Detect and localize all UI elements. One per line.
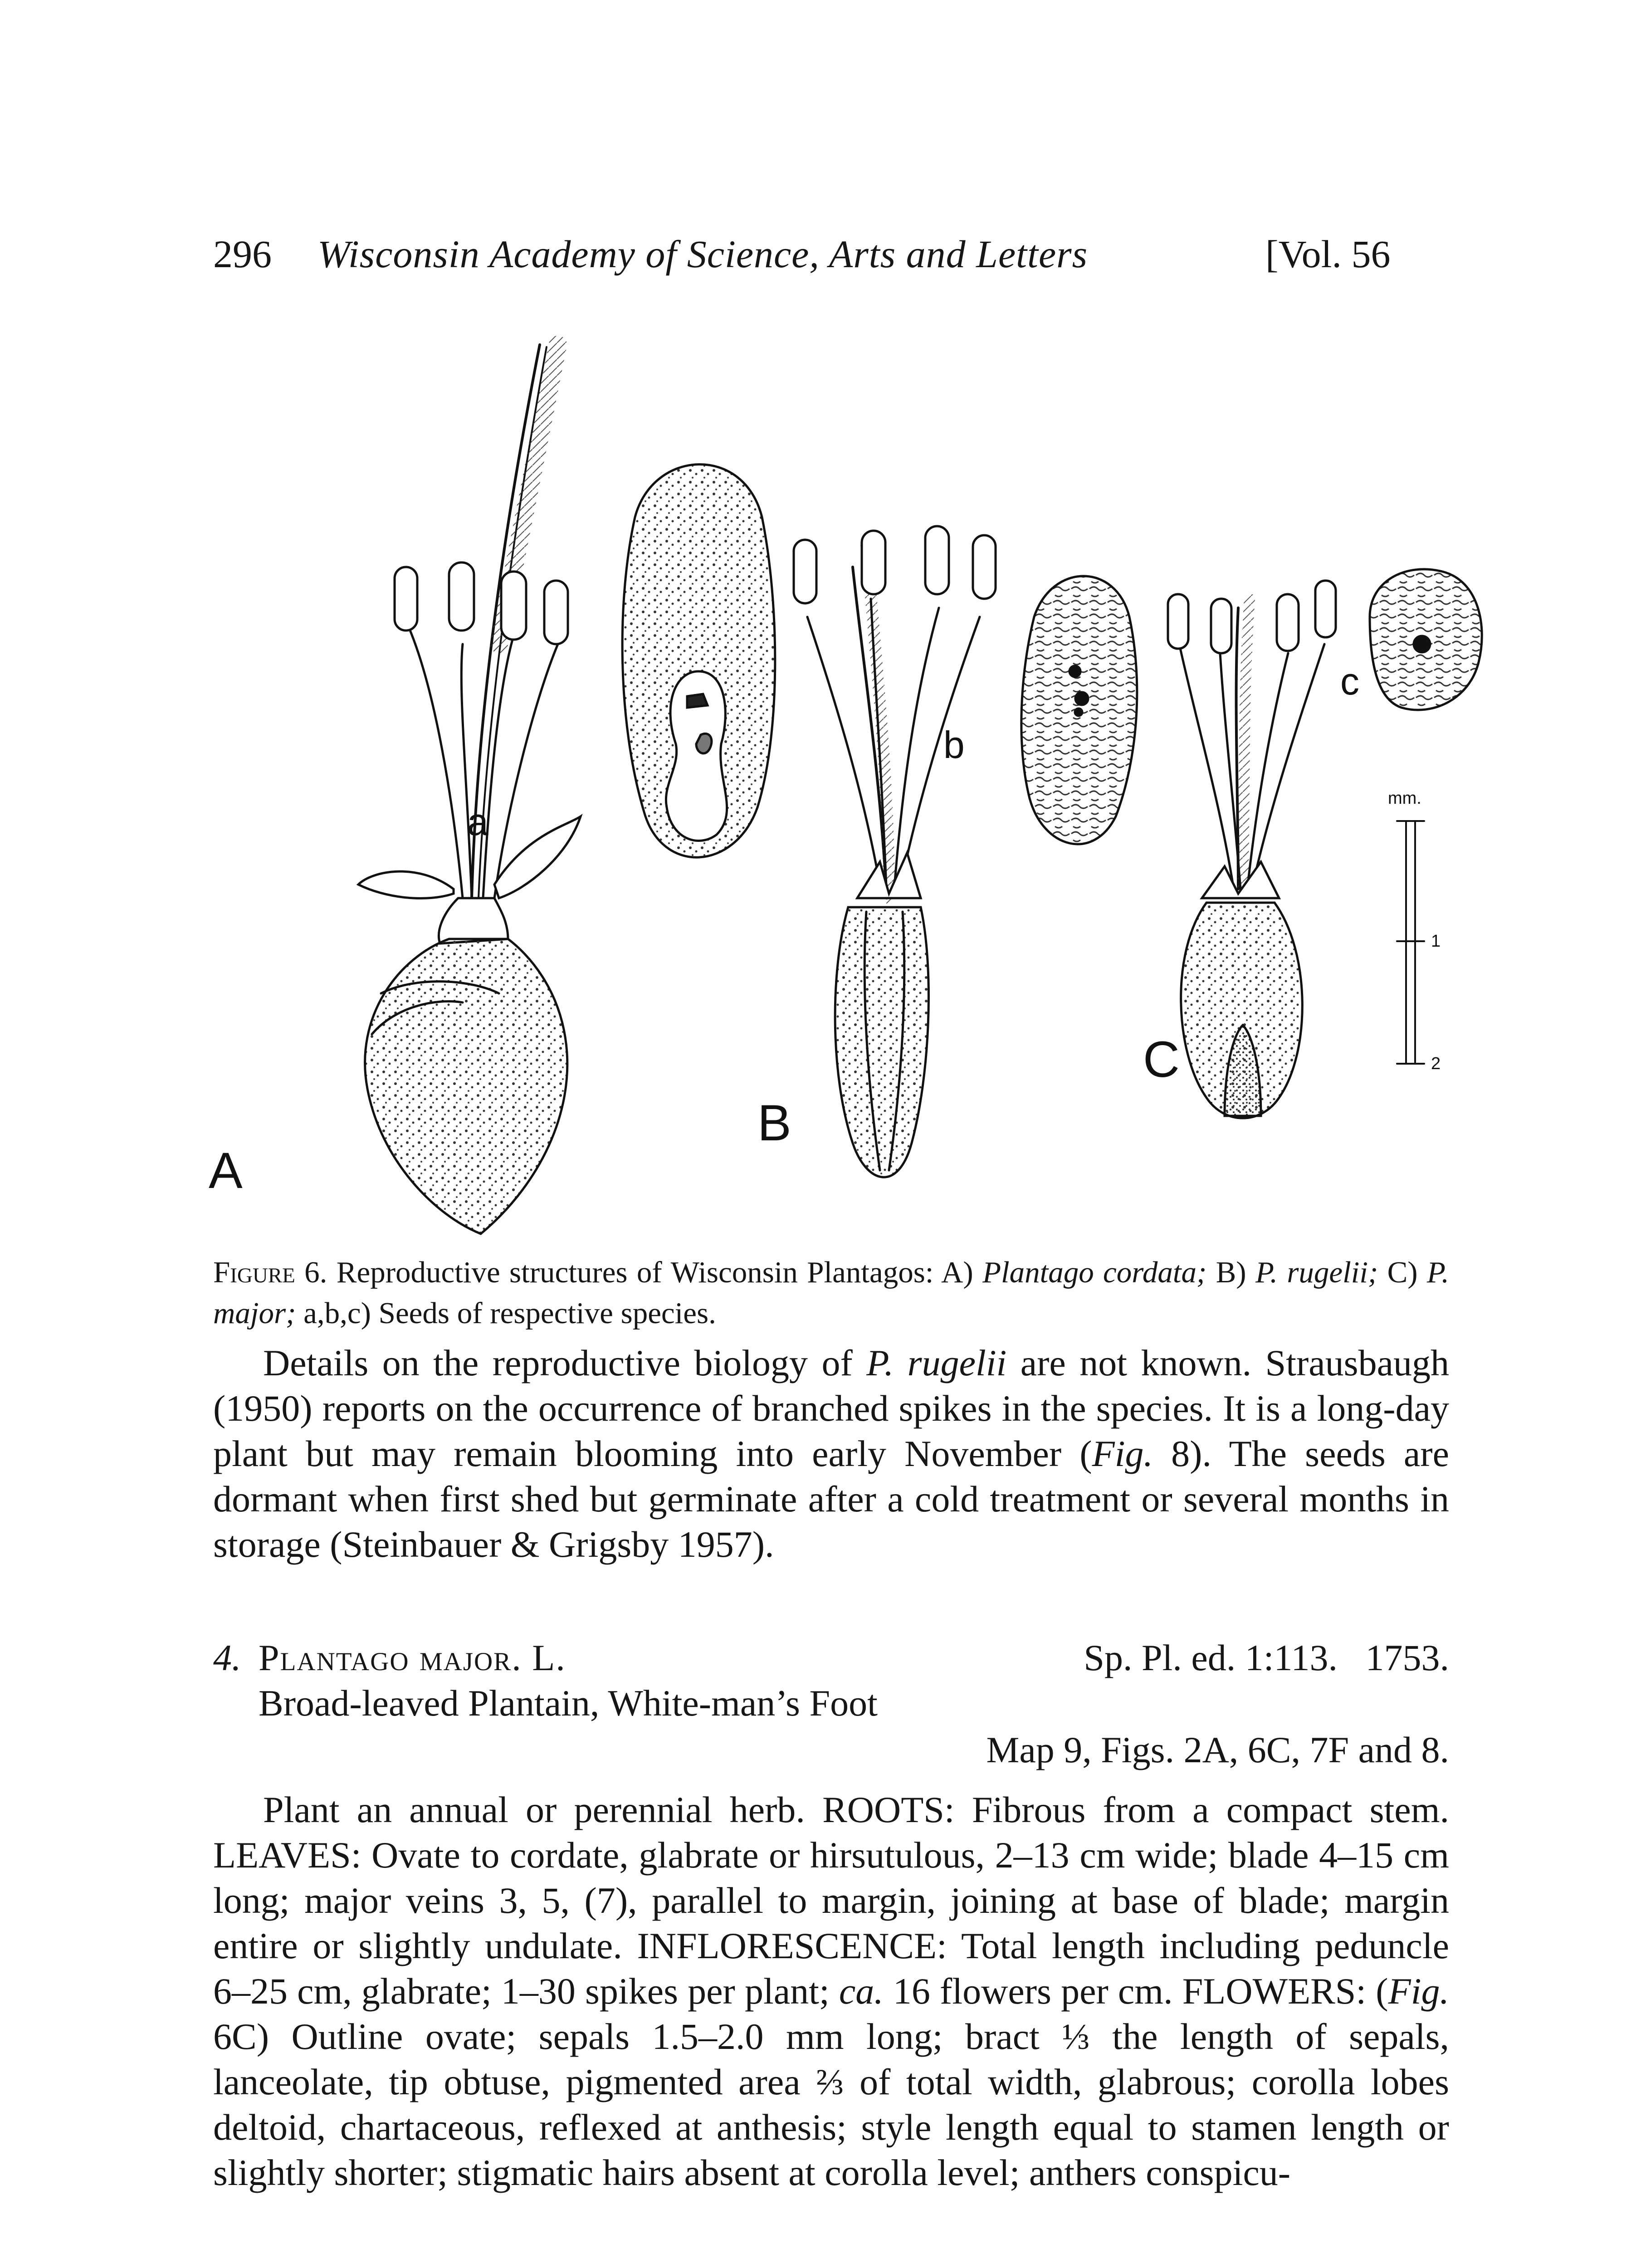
figure-reference: Fig. — [1092, 1433, 1153, 1474]
map-figure-references: Map 9, Figs. 2A, 6C, 7F and 8. — [986, 1729, 1449, 1770]
botanical-drawing — [181, 327, 1451, 1243]
species-number: 4. — [213, 1637, 241, 1678]
caption-species: Plantago cordata; — [982, 1256, 1207, 1289]
seed-label-b: b — [943, 723, 965, 766]
page-number: 296 — [213, 232, 272, 276]
flower-a-drawing — [358, 345, 581, 1234]
seed-a-drawing — [622, 464, 775, 857]
scale-unit: mm. — [1388, 789, 1421, 808]
species-name: P. rugelii — [866, 1342, 1007, 1383]
caption-species: P. rugelii; — [1255, 1256, 1378, 1289]
seed-b-drawing — [1021, 576, 1137, 844]
paragraph-text: Details on the reproductive biology of — [263, 1342, 867, 1383]
description-text: 6C) Outline ovate; sepals 1.5–2.0 mm long; bract ⅓ the length of sepals, lanceolate, tip obtuse, pigmented area ⅔ of total width, glabrous; corolla lobes deltoid, chartaceous, reflexed at anthesis; style length equal to stamen length or slightly shorter; stigmatic hairs absent at corolla level; anthers conspicu- — [213, 2016, 1449, 2193]
panel-label-a: A — [209, 1142, 243, 1199]
figure-reference: Fig. — [1388, 1970, 1449, 2012]
flower-c-drawing — [1168, 581, 1336, 1118]
caption-text: C) — [1378, 1256, 1427, 1289]
species-description — [213, 1787, 1449, 2195]
caption-text: a,b,c) Seeds of respective species. — [296, 1296, 716, 1330]
paragraph-rugelii — [213, 1340, 1449, 1567]
seed-label-c: c — [1340, 660, 1359, 703]
volume-label: [Vol. 56 — [1265, 232, 1391, 276]
species-citation: Sp. Pl. ed. 1:113. 1753. — [1084, 1637, 1449, 1678]
common-name: Broad-leaved Plantain, White-man’s Foot — [259, 1682, 878, 1724]
scale-tick-2: 2 — [1431, 1054, 1441, 1073]
figure-caption — [213, 1252, 1449, 1334]
panel-label-c: C — [1143, 1031, 1180, 1088]
caption-label: Figure 6. — [213, 1256, 327, 1289]
seed-label-a: a — [467, 801, 488, 843]
scale-tick-1: 1 — [1431, 932, 1441, 951]
panel-label-b: B — [757, 1095, 791, 1151]
species-name-heading: Plantago major. L. — [259, 1637, 566, 1678]
seed-c-drawing — [1370, 569, 1482, 710]
flower-b-drawing — [794, 526, 996, 1177]
paragraph-text: are not known. Strausbaugh (1950) reports on the occurrence of branched spikes in the species. It is a long-day plant but may remain blooming into early November ( — [213, 1342, 1449, 1474]
description-text: 16 flowers per cm. FLOWERS: ( — [883, 1970, 1388, 2012]
description-abbrev: ca. — [839, 1970, 884, 2012]
caption-species: P. major; — [213, 1256, 1449, 1330]
caption-text: Reproductive structures of Wisconsin Plantagos: A) — [327, 1256, 983, 1289]
scale-bar — [1397, 821, 1424, 1064]
paragraph-text: 8). The seeds are dormant when first shed but germinate after a cold treatment or several months in storage (Steinbauer & Grigsby 1957). — [213, 1433, 1449, 1565]
figure-6-illustration — [181, 327, 1451, 1243]
caption-text: B) — [1206, 1256, 1255, 1289]
journal-title: Wisconsin Academy of Science, Arts and Letters — [317, 232, 1088, 276]
description-text: Plant an annual or perennial herb. ROOTS: Fibrous from a compact stem. LEAVES: Ovate to cordate, glabrate or hirsutulous, 2–13 cm wide; blade 4–15 cm long; major veins 3, 5, (7), parallel to margin, joining at base of blade; margin entire or slightly undulate. INFLORESCENCE: Total length including peduncle 6–25 cm, glabrate; 1–30 spikes per plant; — [213, 1789, 1449, 2012]
